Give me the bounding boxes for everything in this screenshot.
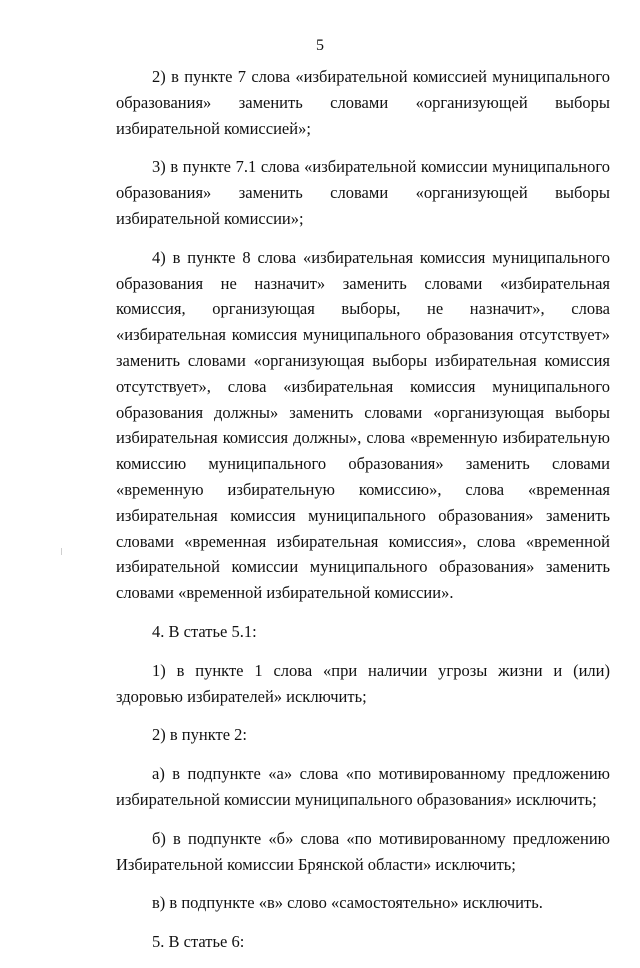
paragraph-item-1: 1) в пункте 1 слова «при наличии угрозы жизни и (или) здоровью избирателей» исключить; [116, 660, 610, 706]
subparagraph-b: б) в подпункте «б» слова «по мотивированному предложению Избирательной комиссии Брянской области» исключить; [116, 828, 610, 874]
document-body [116, 64, 610, 968]
page-number: 5 [316, 37, 324, 54]
section-heading-article-5-1: 4. В статье 5.1: [152, 621, 257, 641]
paragraph-item-2-point-2: 2) в пункте 2: [152, 725, 247, 745]
margin-mark [61, 548, 62, 555]
paragraph-item-3: 3) в пункте 7.1 слова «избирательной комиссии муниципального образования» заменить словами «организующей выборы избирательной комиссии»; [116, 157, 610, 228]
section-heading-article-6: 5. В статье 6: [152, 932, 245, 952]
subparagraph-a: а) в подпункте «а» слова «по мотивированному предложению избирательной комиссии муниципального образования» исключить; [116, 764, 610, 809]
subparagraph-v: в) в подпункте «в» слово «самостоятельно» исключить. [152, 893, 543, 913]
paragraph-item-4: 4) в пункте 8 слова «избирательная комиссия муниципального образования не назначит» заменить словами «избирательная комиссия, организующая выборы, не назначит», слова «избирательная комиссия муниципального образования отсутствует» заменить словами «организующая выборы избирательная комиссия отсутствует», слова «избирательная комиссия муниципального образования должны» заменить словами «организующая выборы избирательная комиссия должны», слова «временную избирательную комиссию муниципального образования» заменить словами «временную избирательную комиссию», слова «временная избирательная комиссия муниципального образования» заменить словами «временная избирательная комиссия», слова «временной избирательной комиссии муниципального образования» заменить словами «временной избирательной комиссии». [116, 247, 610, 603]
paragraph-item-2: 2) в пункте 7 слова «избирательной комиссией муниципального образования» заменить словами «организующей выборы избирательной комиссией»; [116, 67, 610, 138]
